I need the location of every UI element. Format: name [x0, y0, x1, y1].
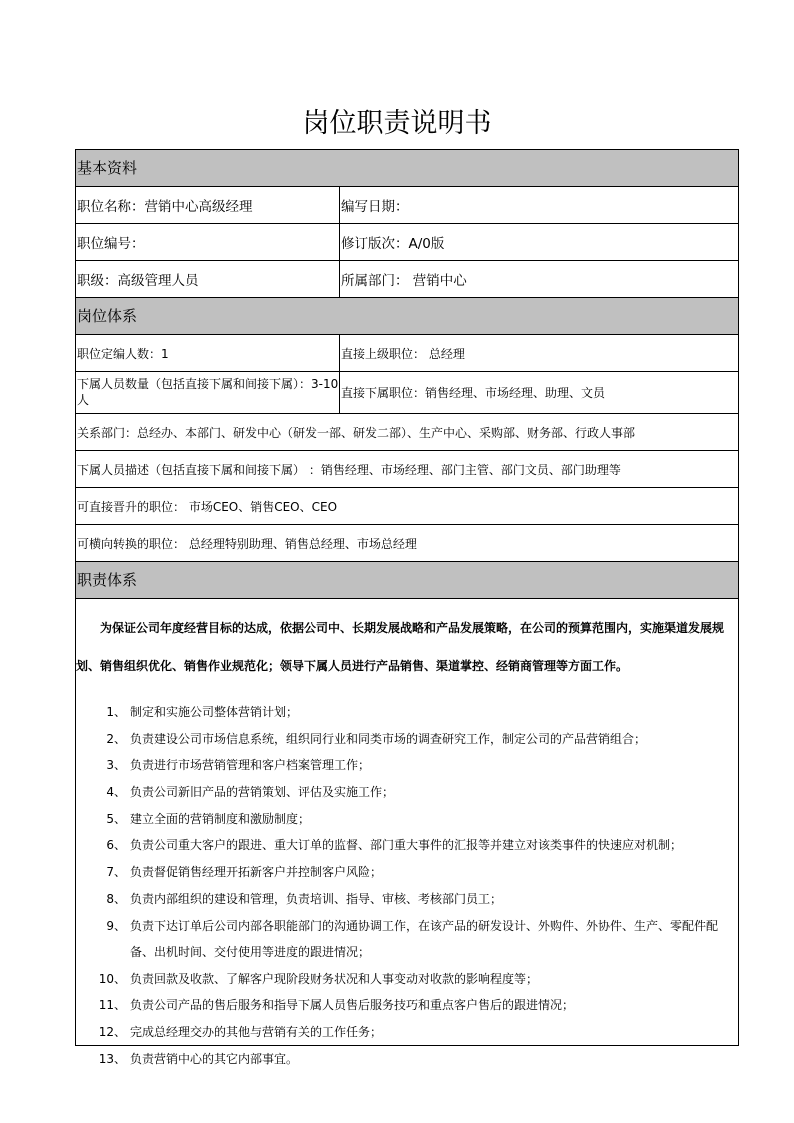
duty-item-number: 10、	[98, 971, 126, 986]
duty-item-number: 11、	[98, 998, 126, 1013]
row-position-name	[76, 187, 738, 224]
duty-item	[76, 1019, 740, 1046]
duty-intro: 为保证公司年度经营目标的达成，依据公司中、长期发展战略和产品发展策略，在公司的预算范围内，实施渠道发展规划、销售组织优化、销售作业规范化；领导下属人员进行产品销售、渠道掌控、经销商管理等方面工作。	[76, 621, 725, 673]
section-basic-info: 基本资料	[76, 150, 738, 187]
duty-item-number: 1、	[106, 705, 126, 719]
duty-item-text: 负责下达订单后公司内部各职能部门的沟通协调工作，在该产品的研发设计、外购件、外协件、生产、零配件配备、出机时间、交付使用等进度的跟进情况；	[130, 918, 719, 959]
duty-item	[76, 886, 740, 913]
relations-cell: 关系部门：总经办、本部门、研发中心（研发一部、研发二部）、生产中心、采购部、财务部、行政人事部	[77, 425, 636, 440]
headcount-cell: 职位定编人数：1	[76, 335, 340, 371]
duty-item-number: 12、	[98, 1024, 126, 1039]
duty-item-number: 9、	[106, 918, 126, 933]
duty-item	[76, 726, 740, 753]
duty-block	[76, 599, 738, 1066]
write-date-cell: 编写日期：	[341, 199, 409, 215]
row-transfer	[76, 525, 738, 562]
section-duty-system: 职责体系	[76, 562, 738, 599]
duty-item-text: 完成总经理交办的其他与营销有关的工作任务；	[130, 1024, 383, 1039]
position-name-cell: 职位名称：营销中心高级经理	[76, 187, 340, 223]
duty-item	[76, 992, 740, 1019]
duty-item-text: 负责营销中心的其它内部事宜。	[130, 1051, 299, 1066]
duty-item-text: 制定和实施公司整体营销计划；	[130, 705, 299, 719]
department-cell: 所属部门： 营销中心	[341, 273, 467, 289]
duty-item-text: 负责建设公司市场信息系统，组织同行业和同类市场的调查研究工作，制定公司的产品营销组合；	[130, 731, 647, 746]
direct-subordinates-cell: 直接下属职位：销售经理、市场经理、助理、文员	[341, 386, 606, 400]
subordinates-count-cell: 下属人员数量（包括直接下属和间接下属）：3-10人	[76, 372, 340, 413]
duty-item	[76, 699, 740, 726]
row-level	[76, 261, 738, 298]
duty-item-number: 3、	[106, 758, 126, 773]
job-description-table	[75, 149, 739, 1066]
transfer-cell: 可横向转换的职位： 总经理特别助理、销售总经理、市场总经理	[77, 536, 417, 551]
row-subordinates-desc	[76, 451, 738, 488]
duty-item-text: 负责回款及收款、了解客户现阶段财务状况和人事变动对收款的影响程度等；	[130, 971, 539, 986]
row-promotion	[76, 488, 738, 525]
duty-list	[76, 699, 740, 1072]
duty-item-number: 7、	[106, 865, 126, 880]
duty-item	[76, 913, 740, 966]
promotion-cell: 可直接晋升的职位： 市场CEO、销售CEO、CEO	[77, 499, 338, 514]
duty-item	[76, 779, 740, 806]
duty-item-number: 13、	[98, 1051, 126, 1066]
duty-item	[76, 966, 740, 993]
duty-item-text: 负责公司新旧产品的营销策划、评估及实施工作；	[130, 785, 395, 800]
duty-item	[76, 806, 740, 833]
duty-item	[76, 832, 740, 859]
section-position-system: 岗位体系	[76, 298, 738, 335]
subordinates-desc-cell: 下属人员描述（包括直接下属和间接下属） ：销售经理、市场经理、部门主管、部门文员、部门助理等	[77, 462, 621, 477]
duty-item-number: 4、	[106, 785, 126, 800]
duty-item-number: 8、	[106, 891, 126, 906]
duty-item-text: 建立全面的营销制度和激励制度；	[130, 811, 311, 826]
duty-item-text: 负责督促销售经理开拓新客户并控制客户风险；	[130, 865, 383, 880]
duty-item-text: 负责进行市场营销管理和客户档案管理工作；	[130, 758, 371, 773]
row-headcount	[76, 335, 738, 372]
position-code-cell: 职位编号：	[76, 224, 340, 260]
row-relations	[76, 414, 738, 451]
level-cell: 职级：高级管理人员	[76, 261, 340, 297]
duty-item-number: 6、	[106, 838, 126, 853]
duty-item	[76, 859, 740, 886]
duty-item	[76, 752, 740, 779]
row-subordinates	[76, 372, 738, 414]
duty-item	[76, 1046, 740, 1073]
duty-item-text: 负责公司重大客户的跟进、重大订单的监督、部门重大事件的汇报等并建立对该类事件的快速应对机制；	[130, 838, 683, 853]
duty-item-text: 负责公司产品的售后服务和指导下属人员售后服务技巧和重点客户售后的跟进情况；	[130, 998, 575, 1013]
duty-item-text: 负责内部组织的建设和管理，负责培训、指导、审核、考核部门员工；	[130, 891, 503, 906]
row-position-code	[76, 224, 738, 261]
superior-cell: 直接上级职位： 总经理	[341, 346, 465, 361]
duty-item-number: 2、	[106, 731, 126, 746]
page-title: 岗位职责说明书	[302, 108, 492, 139]
duty-item-number: 5、	[106, 811, 126, 826]
revision-cell: 修订版次：A/0版	[341, 236, 445, 252]
